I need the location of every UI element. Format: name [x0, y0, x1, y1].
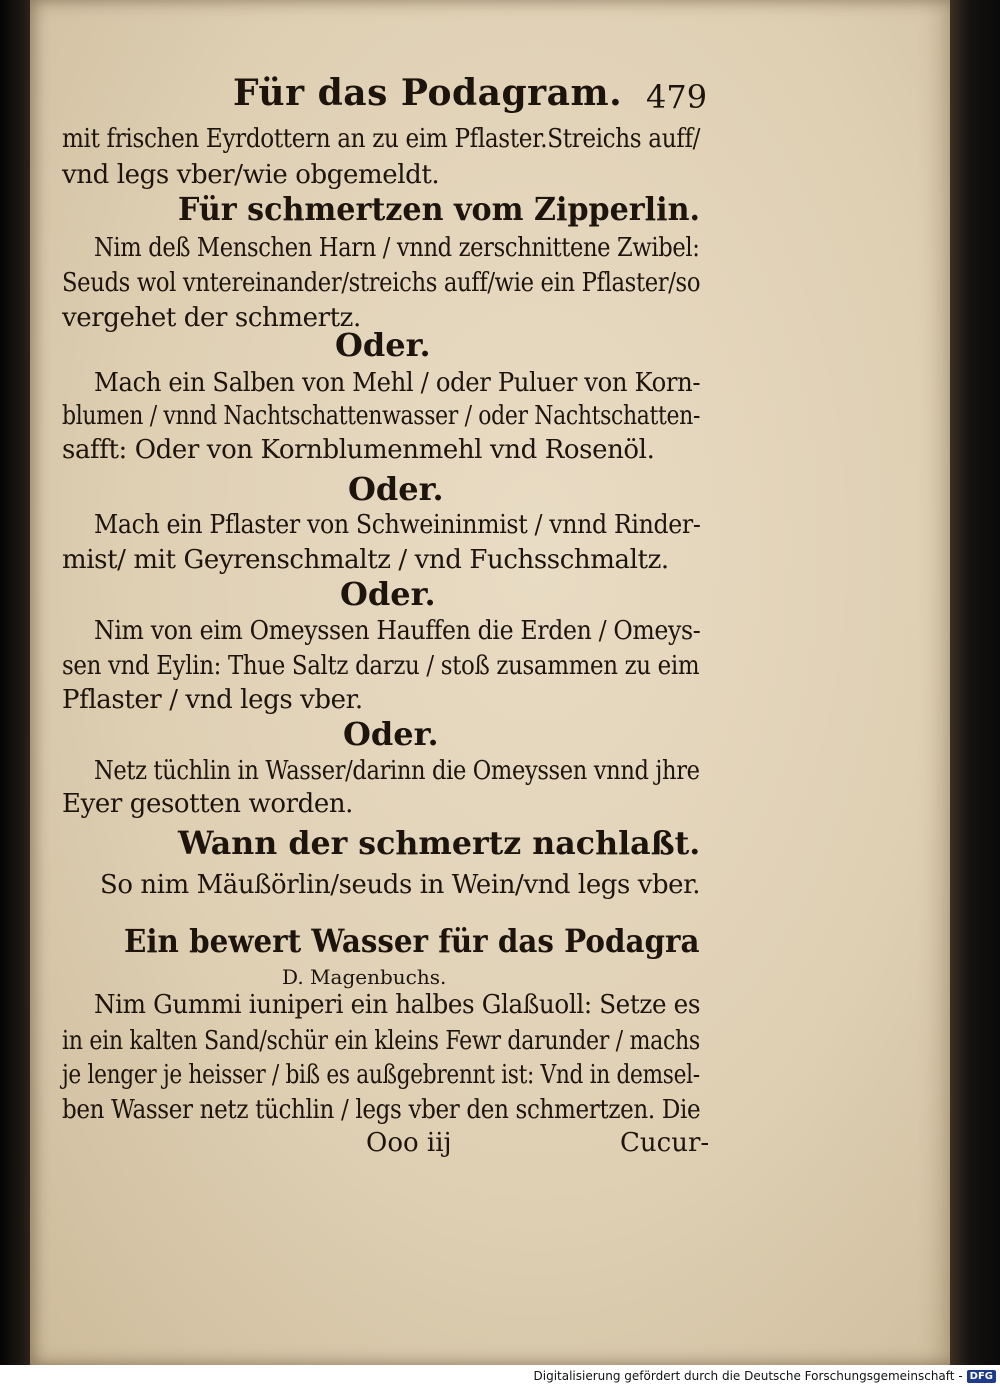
text-line: Nim Gummi iuniperi ein halbes Glaßuoll: Setze es: [94, 990, 701, 1020]
text-line: safft: Oder von Kornblumenmehl vnd Rosenöl.: [62, 435, 655, 465]
book-spine: [0, 0, 30, 1365]
section-heading: Ein bewert Wasser für das Podagra: [124, 922, 700, 960]
text-line: in ein kalten Sand/schür ein kleins Fewr darunder / machs: [62, 1026, 700, 1056]
catchword: Cucur-: [620, 1128, 710, 1158]
text-line: Nim deß Menschen Harn / vnnd zerschnittene Zwibel:: [94, 233, 700, 263]
text-line: mist/ mit Geyrenschmaltz / vnd Fuchsschmaltz.: [62, 545, 669, 575]
signature-mark: Ooo iij: [366, 1128, 452, 1158]
footer-credit-bar: [534, 1367, 1000, 1385]
author-attribution: D. Magenbuchs.: [282, 965, 447, 989]
section-heading: Oder.: [335, 326, 431, 364]
text-line: Mach ein Pflaster von Schweininmist / vnnd Rinder-: [94, 510, 701, 540]
text-line: Eyer gesotten worden.: [62, 789, 354, 819]
running-title: Für das Podagram.: [233, 72, 623, 114]
section-heading: Wann der schmertz nachlaßt.: [178, 824, 701, 862]
text-line: ben Wasser netz tüchlin / legs vber den schmertzen. Die: [62, 1095, 701, 1125]
text-line: Pflaster / vnd legs vber.: [62, 685, 363, 715]
text-line: vergehet der schmertz.: [62, 303, 361, 333]
text-line: je lenger je heisser / biß es außgebrennt ist: Vnd in demsel-: [62, 1060, 700, 1090]
section-heading: Oder.: [340, 575, 436, 613]
text-line: Netz tüchlin in Wasser/darinn die Omeyssen vnnd jhre: [94, 756, 700, 786]
text-line: vnd legs vber/wie obgemeldt.: [62, 160, 440, 190]
text-line: blumen / vnnd Nachtschattenwasser / oder Nachtschatten-: [62, 401, 701, 431]
footer-credit: Digitalisierung gefördert durch die Deutsche Forschungsgemeinschaft -: [533, 1369, 963, 1383]
section-heading: Oder.: [348, 470, 444, 508]
section-heading: Für schmertzen vom Zipperlin.: [178, 190, 700, 228]
text-line: Mach ein Salben von Mehl / oder Puluer von Korn-: [94, 368, 701, 398]
text-line: Nim von eim Omeyssen Hauffen die Erden / Omeys-: [94, 616, 701, 646]
dfg-logo-icon: DFG: [967, 1370, 996, 1383]
text-line: So nim Mäußörlin/seuds in Wein/vnd legs vber.: [100, 870, 701, 900]
section-heading: Oder.: [343, 715, 439, 753]
text-line: sen vnd Eylin: Thue Saltz darzu / stoß zusammen zu eim: [62, 651, 700, 681]
text-line: mit frischen Eyrdottern an zu eim Pflaster.Streichs auff/: [62, 124, 701, 154]
page-edge: [950, 0, 1000, 1365]
text-line: Seuds wol vntereinander/streichs auff/wie ein Pflaster/so: [62, 268, 701, 298]
page-number: 479: [646, 78, 708, 116]
